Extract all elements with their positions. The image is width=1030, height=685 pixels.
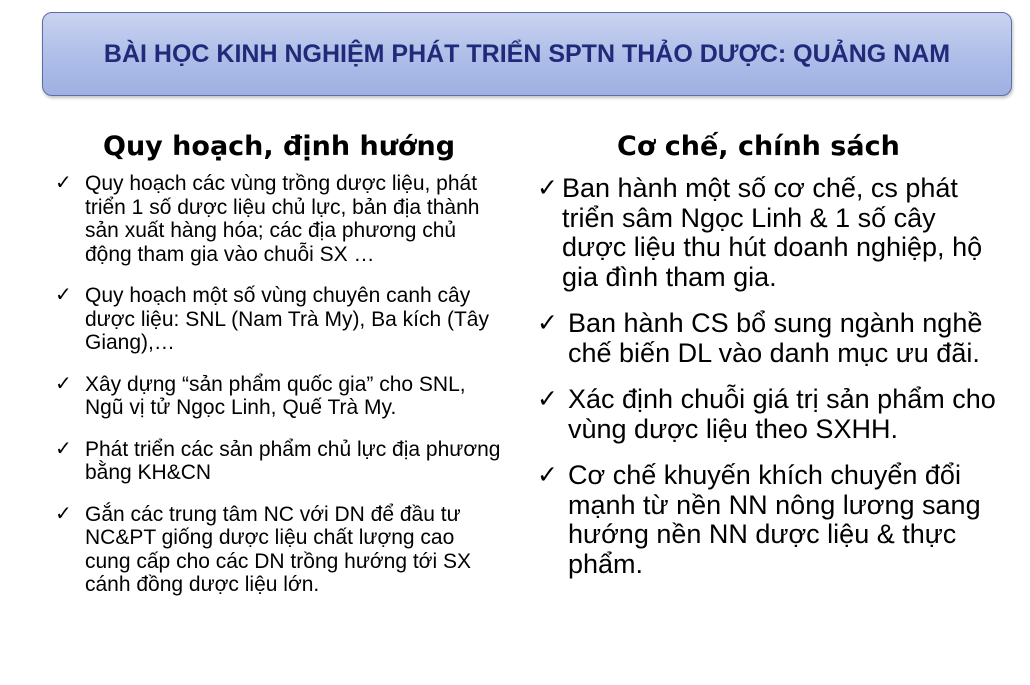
- left-column-heading: Quy hoạch, định hướng: [103, 131, 456, 162]
- list-item: [55, 172, 505, 266]
- list-item-text: Quy hoạch một số vùng chuyên canh cây dược liệu: SNL (Nam Trà My), Ba kích (Tây Giang),…: [85, 284, 489, 354]
- list-item: [55, 284, 505, 355]
- list-item-text: Xác định chuỗi giá trị sản phẩm cho vùng dược liệu theo SXHH.: [568, 384, 996, 444]
- page-title: BÀI HỌC KINH NGHIỆM PHÁT TRIỂN SPTN THẢO DƯỢC: QUẢNG NAM: [103, 39, 951, 68]
- check-icon: ✓: [55, 284, 72, 306]
- left-bullet-list: [55, 172, 505, 597]
- check-icon: ✓: [55, 502, 72, 525]
- list-item-text: Ban hành một số cơ chế, cs phát triển sâm Ngọc Linh & 1 số cây dược liệu thu hút doanh nghiệp, hộ gia đình tham gia.: [562, 173, 983, 292]
- check-icon: ✓: [537, 174, 558, 202]
- list-item: [537, 385, 1007, 444]
- list-item: [55, 503, 505, 597]
- right-column-heading: Cơ chế, chính sách: [617, 131, 900, 162]
- check-icon: ✓: [55, 437, 72, 460]
- list-item: [55, 373, 505, 420]
- list-item-text: Gắn các trung tâm NC với DN để đầu tư NC&PT giống dược liệu chất lượng cao cung cấp cho các DN trồng hướng tới SX cánh đồng dược liệu lớn.: [85, 502, 471, 596]
- list-item-text: Cơ chế khuyến khích chuyển đổi mạnh từ nền NN nông lương sang hướng nền NN dược liệu & thực phẩm.: [568, 460, 981, 579]
- list-item: [537, 461, 1007, 579]
- list-item-text: Phát triển các sản phẩm chủ lực địa phương bằng KH&CN: [85, 437, 501, 484]
- check-icon: ✓: [537, 385, 558, 413]
- list-item-text: Xây dựng “sản phẩm quốc gia” cho SNL, Ngũ vị tử Ngọc Linh, Quế Trà My.: [85, 372, 466, 419]
- list-item-text: Quy hoạch các vùng trồng dược liệu, phát triển 1 số dược liệu chủ lực, bản địa thành sản xuất hàng hóa; các địa phương chủ động tham gia vào chuỗi SX …: [85, 172, 480, 266]
- list-item: [55, 438, 505, 485]
- check-icon: ✓: [537, 309, 558, 337]
- check-icon: ✓: [537, 461, 558, 489]
- title-banner: [42, 12, 1012, 96]
- check-icon: ✓: [55, 372, 72, 395]
- list-item: [537, 174, 1007, 292]
- check-icon: ✓: [55, 172, 72, 194]
- list-item-text: Ban hành CS bổ sung ngành nghề chế biến DL vào danh mục ưu đãi.: [568, 308, 983, 368]
- list-item: [537, 309, 1007, 368]
- right-bullet-list: [537, 174, 1007, 579]
